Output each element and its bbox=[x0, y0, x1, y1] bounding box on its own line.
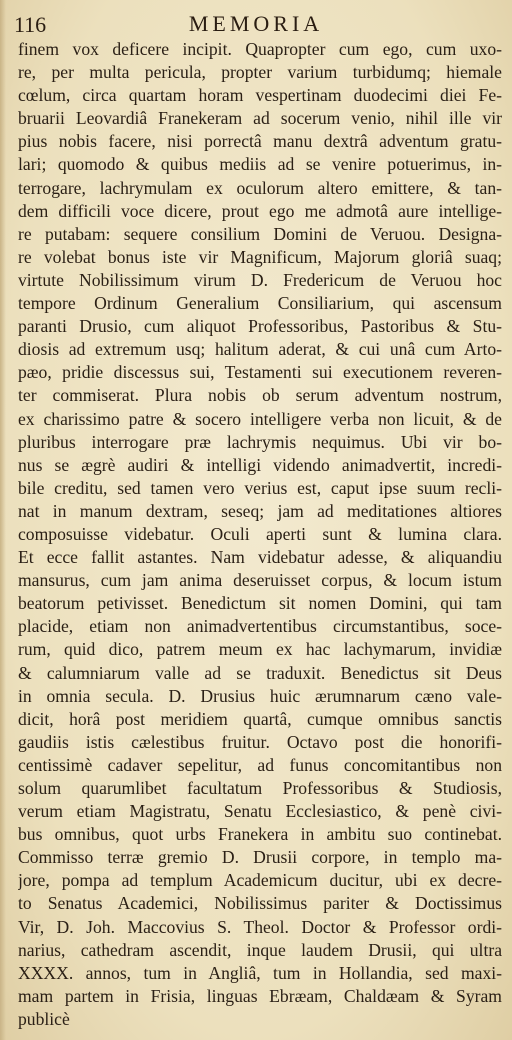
text-line: dem difficili voce dicere, prout ego me admotâ aure intellige- bbox=[18, 200, 502, 221]
text-line: Commisso terræ gremio D. Drusii corpore, in templo ma- bbox=[18, 847, 502, 868]
page-number: 116 bbox=[14, 12, 47, 37]
running-head: MEMORIA bbox=[188, 11, 324, 36]
text-line: nat in manum dextram, seseq; jam ad meditationes altiores bbox=[18, 500, 502, 521]
text-line: composuisse videbatur. Oculi aperti sunt & lumina clara. bbox=[18, 523, 502, 544]
text-line: XXXX. annos, tum in Angliâ, tum in Hollandia, sed maxi- bbox=[18, 962, 502, 983]
text-line: Vir, D. Joh. Maccovius S. Theol. Doctor & Professor ordi- bbox=[18, 916, 502, 937]
text-line: to Senatus Academici, Nobilissimus pariter & Doctissimus bbox=[18, 893, 502, 914]
text-line: re, per multa pericula, propter varium turbidumq; hiemale bbox=[18, 62, 502, 83]
text-line: diosis ad extremum usq; halitum aderat, & cui unâ cum Arto- bbox=[18, 339, 502, 360]
text-line: bile creditu, sed tamen vero verius est, caput ipse suum recli- bbox=[18, 477, 502, 498]
text-line: mam partem in Frisia, linguas Ebræam, Chaldæam & Syram bbox=[18, 985, 502, 1006]
text-line: narius, cathedram ascendit, inque laudem Drusii, qui ultra bbox=[18, 939, 502, 960]
text-line: re putabam: sequere consilium Domini de Veruou. Designa- bbox=[18, 223, 502, 244]
text-line: beatorum petivisset. Benedictum sit nomen Domini, qui tam bbox=[18, 593, 502, 614]
text-line: gaudiis istis cælestibus fruitur. Octavo post die honorifi- bbox=[18, 731, 502, 752]
text-line: re volebat bonus iste vir Magnificum, Majorum gloriâ suaq; bbox=[18, 246, 502, 267]
text-line: finem vox deficere incipit. Quapropter cum ego, cum uxo- bbox=[18, 39, 502, 59]
text-line: rum, quid dico, patrem meum ex hac lachymarum, invidiæ bbox=[18, 639, 502, 660]
text-line: placide, etiam non animadvertentibus circumstantibus, soce- bbox=[18, 616, 502, 637]
page-gutter-shadow bbox=[0, 0, 6, 1040]
text-line: tempore Ordinum Generalium Consiliarium, qui ascensum bbox=[18, 293, 502, 314]
text-body bbox=[18, 38, 502, 1031]
text-line: pluribus interrogare præ lachrymis nequimus. Ubi vir bo- bbox=[18, 431, 502, 452]
text-line: pæo, pridie discessus sui, Testamenti sui executionem reveren- bbox=[18, 362, 502, 383]
text-line: paranti Drusio, cum aliquot Professoribus, Pastoribus & Stu- bbox=[18, 316, 502, 337]
text-line: dicit, horâ post meridiem quartâ, cumque omnibus sanctis bbox=[18, 708, 502, 729]
text-line: terrogare, lachrymulam ex oculorum altero emittere, & tan- bbox=[18, 177, 502, 198]
page-header bbox=[12, 8, 500, 38]
text-line: virtute Nobilissimum virum D. Fredericum de Veruou hoc bbox=[18, 269, 502, 290]
text-line: nus se ægrè audiri & intelligi videndo animadvertit, incredi- bbox=[18, 454, 502, 475]
text-line: in omnia secula. D. Drusius huic ærumnarum cæno vale- bbox=[18, 685, 502, 706]
text-line: lari; quomodo & quibus mediis ad se venire potuerimus, in- bbox=[18, 154, 502, 175]
text-line: verum etiam Magistratu, Senatu Ecclesiastico, & penè civi- bbox=[18, 801, 502, 822]
text-line: bus omnibus, quot urbs Franekera in ambitu suo continebat. bbox=[18, 824, 502, 845]
text-line: pius nobis facere, nisi porrectâ manu dextrâ adventum gratu- bbox=[18, 131, 502, 152]
text-line: bruarii Leovardiâ Franekeram ad socerum venio, nihil ille vir bbox=[18, 108, 502, 129]
text-line: Et ecce fallit astantes. Nam videbatur adesse, & aliquandiu bbox=[18, 547, 502, 568]
text-line: ter commiserat. Plura nobis ob serum adventum nostrum, bbox=[18, 385, 502, 406]
text-line: & calumniarum valle ad se traduxit. Benedictus sit Deus bbox=[18, 662, 502, 683]
text-line: centissimè cadaver sepelitur, ad funus concomitantibus non bbox=[18, 754, 502, 775]
text-line: cœlum, circa quartam horam vespertinam duodecimi diei Fe- bbox=[18, 85, 502, 106]
text-line: solum quarumlibet facultatum Professoribus & Studiosis, bbox=[18, 778, 502, 798]
text-line: publicè bbox=[18, 1008, 70, 1029]
text-line: ex charissimo patre & socero intelligere verba non licuit, & de bbox=[18, 408, 502, 429]
text-line: mansurus, cum jam anima deseruisset corpus, & locum istum bbox=[18, 570, 502, 591]
text-line: jore, pompa ad templum Academicum ducitur, ubi ex decre- bbox=[18, 870, 502, 891]
